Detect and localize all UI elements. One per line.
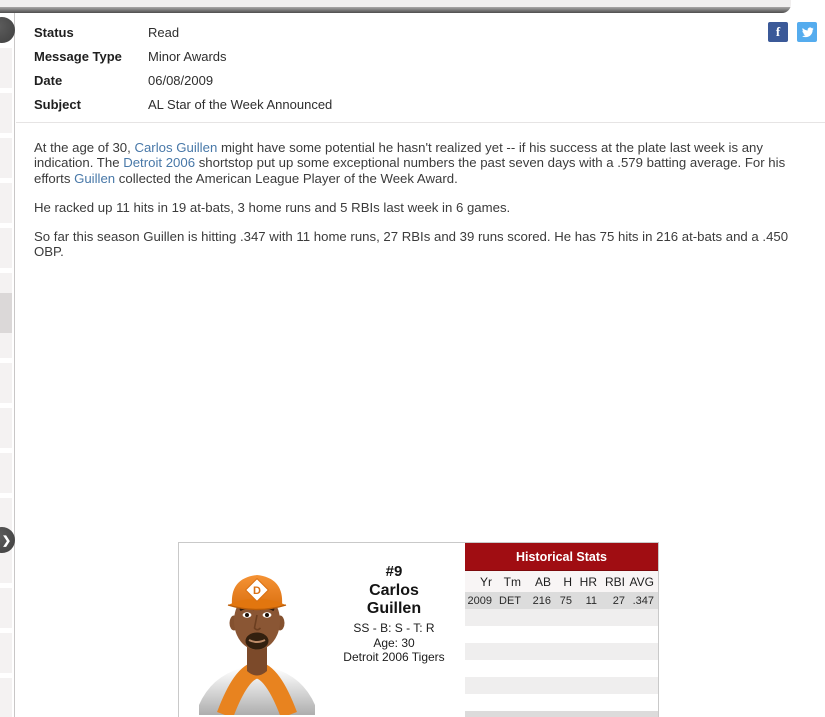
player-link-2[interactable]: Guillen xyxy=(74,170,116,186)
stats-empty-row xyxy=(465,660,658,677)
date-label: Date xyxy=(34,72,63,88)
stats-col-rbi: RBI xyxy=(601,571,629,592)
stats-cell-rbi: 27 xyxy=(601,592,629,609)
paragraph-2: He racked up 11 hits in 19 at-bats, 3 home runs and 5 RBIs last week in 6 games. xyxy=(34,199,511,215)
subject-value: AL Star of the Week Announced xyxy=(148,96,333,112)
stats-col-ab: AB xyxy=(525,571,555,592)
facebook-share-button[interactable] xyxy=(768,22,788,42)
subject-label: Subject xyxy=(34,96,81,112)
stats-cell-tm: DET xyxy=(496,592,525,609)
twitter-share-button[interactable] xyxy=(797,22,817,42)
stats-empty-row xyxy=(465,643,658,660)
stats-cell-yr: 2009 xyxy=(465,592,496,609)
stats-col-yr: Yr xyxy=(465,571,496,592)
stats-cell-ab: 216 xyxy=(525,592,555,609)
player-first-name: Carlos xyxy=(369,582,419,599)
subject-row xyxy=(34,92,332,116)
stats-cell-h: 75 xyxy=(555,592,576,609)
body-text: collected the American League Player of the Week Award. xyxy=(115,170,458,186)
stats-col-avg: AVG xyxy=(629,571,658,592)
rail-divider xyxy=(14,13,15,717)
body-text: At the age of 30, xyxy=(34,140,135,155)
stats-empty-row xyxy=(465,626,658,643)
stats-empty-row xyxy=(465,609,658,626)
stats-data-row xyxy=(465,592,658,609)
message-header xyxy=(34,20,332,116)
status-label: Status xyxy=(34,24,74,40)
stats-col-h: H xyxy=(555,571,576,592)
share-buttons xyxy=(768,22,817,42)
player-team-line: Detroit 2006 Tigers xyxy=(343,650,445,664)
player-number: #9 xyxy=(385,563,403,580)
historical-stats-panel xyxy=(465,543,658,717)
player-card xyxy=(178,542,659,717)
stats-col-hr: HR xyxy=(576,571,601,592)
stats-empty-row xyxy=(465,694,658,711)
message-type-label: Message Type xyxy=(34,48,122,64)
next-message-button[interactable] xyxy=(0,527,15,553)
stats-empty-row xyxy=(465,677,658,694)
cap-letter: D xyxy=(253,585,261,597)
player-info xyxy=(319,563,469,665)
chevron-right-icon: ❯ xyxy=(1,534,12,547)
message-type-row xyxy=(34,44,332,68)
date-value: 06/08/2009 xyxy=(148,72,214,88)
rail-selected-item[interactable] xyxy=(0,293,12,333)
top-gradient-bar xyxy=(0,0,791,13)
historical-stats-table xyxy=(465,571,658,609)
player-last-name: Guillen xyxy=(366,600,422,617)
player-photo xyxy=(195,555,319,715)
stats-header-row xyxy=(465,571,658,592)
message-body xyxy=(34,140,798,274)
rail-message-items[interactable] xyxy=(0,48,12,717)
stats-col-tm: Tm xyxy=(496,571,525,592)
message-type-value: Minor Awards xyxy=(148,48,227,64)
message-list-rail[interactable] xyxy=(0,13,12,717)
player-link[interactable]: Carlos Guillen xyxy=(134,140,218,155)
team-link[interactable]: Detroit 2006 xyxy=(123,155,196,171)
paragraph-1 xyxy=(34,140,798,186)
status-row xyxy=(34,20,332,44)
date-row xyxy=(34,68,332,92)
paragraph-3: So far this season Guillen is hitting .347 with 11 home runs, 27 RBIs and 39 runs scored. He has 75 hits in 216 at-bats and a .450 OBP. xyxy=(34,229,789,260)
player-age-line: Age: 30 xyxy=(373,635,415,650)
historical-stats-title: Historical Stats xyxy=(465,543,658,571)
player-position-line: SS - B: S - T: R xyxy=(353,621,435,635)
stats-cell-hr: 11 xyxy=(576,592,601,609)
facebook-icon: f xyxy=(775,24,781,39)
status-value: Read xyxy=(148,24,180,40)
prev-message-button[interactable] xyxy=(0,17,15,43)
twitter-icon xyxy=(801,26,814,39)
header-divider xyxy=(16,122,825,123)
stats-cell-avg: .347 xyxy=(629,592,658,609)
stats-empty-row xyxy=(465,711,658,717)
body-text: might have some potential he hasn't realized yet -- if his success at the plate last week is any indication. The xyxy=(34,140,763,171)
body-text: shortstop put up some exceptional numbers the past seven days with a .579 batting average. For his efforts xyxy=(34,155,786,186)
